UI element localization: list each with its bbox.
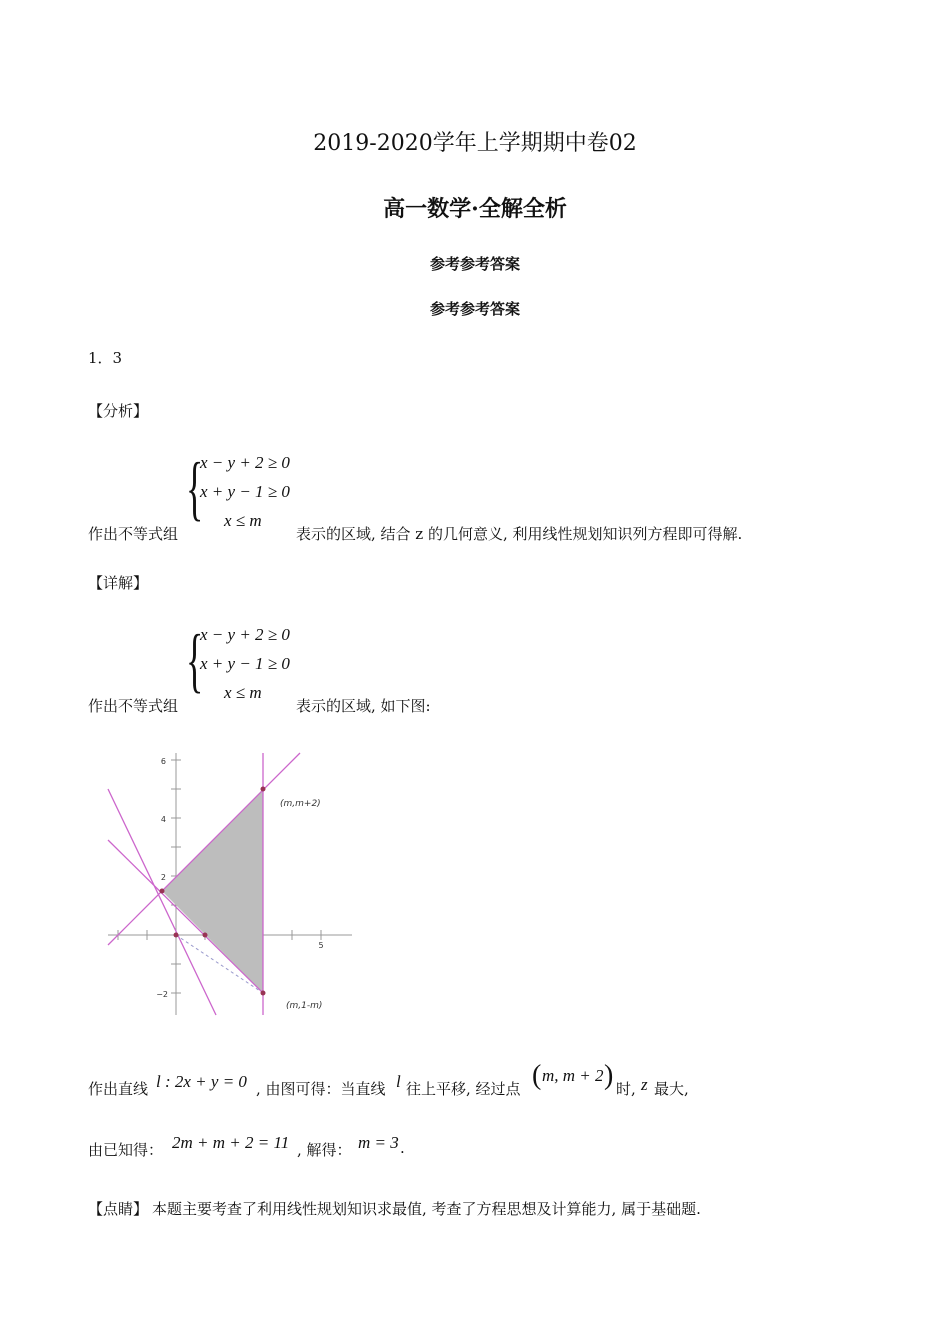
solution-equation: m = 3 bbox=[358, 1133, 399, 1152]
analysis-suffix: 表示的区域, 结合 z 的几何意义, 利用线性规划知识列方程即可得解. bbox=[296, 525, 743, 543]
point-coordinates: m, m + 2 bbox=[542, 1066, 604, 1085]
system-brace: { bbox=[186, 620, 204, 700]
detail-label: 【详解】 bbox=[88, 574, 149, 592]
z-symbol: z bbox=[641, 1075, 648, 1094]
solution-text: 最大, bbox=[654, 1080, 689, 1098]
detail-suffix: 表示的区域, 如下图: bbox=[296, 697, 431, 715]
origin-point bbox=[174, 933, 179, 938]
solution-text: 时, bbox=[616, 1080, 636, 1098]
vertex-bottom-point bbox=[261, 991, 266, 996]
system-line-2: x + y − 1 ≥ 0 bbox=[200, 654, 290, 673]
solution-text: 往上平移, 经过点 bbox=[406, 1080, 521, 1098]
right-paren: ) bbox=[604, 1060, 614, 1091]
solution-text: 由已知得： bbox=[88, 1141, 164, 1159]
question-number: 1．3 bbox=[88, 349, 123, 367]
equation: 2m + m + 2 = 11 bbox=[172, 1133, 290, 1152]
system-line-3: x ≤ m bbox=[224, 683, 262, 702]
vertex-point bbox=[160, 889, 165, 894]
point-bottom-label: (m,1-m) bbox=[286, 1001, 323, 1011]
system-line-1: x − y + 2 ≥ 0 bbox=[200, 453, 290, 472]
comment-label: 【点睛】 bbox=[88, 1200, 149, 1218]
page-title: 2019-2020学年上学期期中卷02 bbox=[313, 131, 637, 156]
system-line-2: x + y − 1 ≥ 0 bbox=[200, 482, 290, 501]
answer-heading-1: 参考参考答案 bbox=[429, 255, 520, 273]
y-tick-label: 4 bbox=[160, 815, 166, 824]
feasible-region-graph bbox=[100, 745, 360, 1020]
line-symbol: l bbox=[396, 1072, 401, 1091]
system-brace: { bbox=[186, 448, 204, 528]
x-tick-label: 5 bbox=[318, 941, 324, 950]
solution-text: 作出直线 bbox=[88, 1080, 149, 1098]
system-line-3: x ≤ m bbox=[224, 511, 262, 530]
page-subtitle: 高一数学·全解全析 bbox=[383, 196, 567, 222]
solution-text: . bbox=[400, 1139, 405, 1157]
intercept-point bbox=[203, 933, 208, 938]
left-paren: ( bbox=[532, 1060, 542, 1091]
analysis-label: 【分析】 bbox=[88, 402, 149, 420]
detail-prefix: 作出不等式组 bbox=[88, 697, 179, 715]
answer-heading-2: 参考参考答案 bbox=[429, 300, 520, 318]
vertex-top-point bbox=[261, 787, 266, 792]
line-equation: l : 2x + y = 0 bbox=[156, 1072, 247, 1091]
solution-text: , 由图可得：当直线 bbox=[256, 1080, 386, 1098]
y-tick-label: 6 bbox=[160, 757, 166, 766]
y-tick-label: 2 bbox=[160, 873, 166, 882]
solution-text: , 解得： bbox=[297, 1141, 352, 1159]
point-top-label: (m,m+2) bbox=[280, 799, 321, 809]
shaded-region bbox=[162, 789, 263, 993]
comment-text: 本题主要考查了利用线性规划知识求最值, 考查了方程思想及计算能力, 属于基础题. bbox=[152, 1200, 701, 1218]
system-line-1: x − y + 2 ≥ 0 bbox=[200, 625, 290, 644]
analysis-prefix: 作出不等式组 bbox=[88, 525, 179, 543]
y-tick-label: −2 bbox=[156, 990, 168, 999]
